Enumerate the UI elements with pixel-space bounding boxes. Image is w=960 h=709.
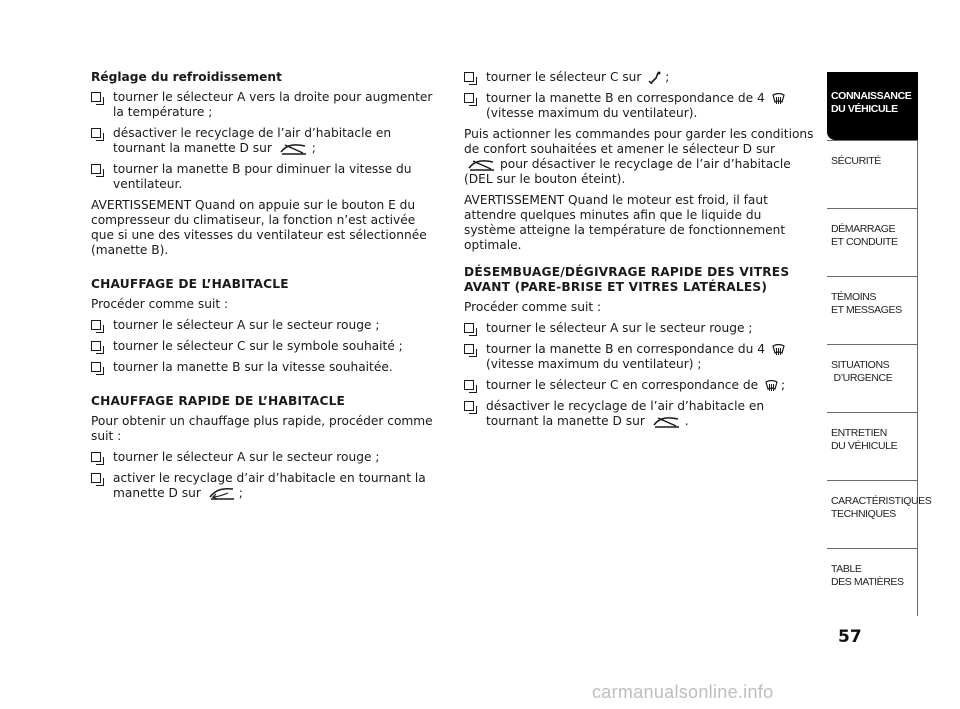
bullet-box-icon [464,401,474,411]
list-item: tourner le sélecteur C sur le symbole souhaité ; [91,339,441,354]
left-column [91,70,441,507]
bullet-box-icon [91,341,101,351]
bullet-box-icon [91,92,101,102]
tab-entretien-du-vehicule[interactable]: ENTRETIEN DU VÉHICULE [827,412,918,480]
defog-heading: DÉSEMBUAGE/DÉGIVRAGE RAPIDE DES VITRES AVANT (PARE-BRISE ET VITRES LATÉRALES) [464,265,790,294]
recirculation-off-icon [467,159,497,171]
settings-paragraph: Puis actionner les commandes pour garder les conditions de confort souhaitées et amener le sélecteur D sur pour désactiver le recyclage de l’air d’habitacle (DEL sur le bouton éteint). [464,127,814,186]
heating-heading: CHAUFFAGE DE L’HABITACLE [91,277,289,291]
cooling-warning: AVERTISSEMENT Quand on appuie sur le bouton E du compresseur du climatiseur, la fonction n’est activée que si une des vitesses du ventilateur est sélectionnée (manette B). [91,198,427,257]
list-item: tourner la manette B en correspondance de 4 (vitesse maximum du ventilateur). [464,91,814,121]
cooling-heading: Réglage du refroidissement [91,70,282,84]
tab-securite[interactable]: SÉCURITÉ [827,140,918,208]
bullet-box-icon [91,164,101,174]
chapter-sidebar [827,72,932,616]
defrost-icon [772,344,785,356]
quick-heating-heading: CHAUFFAGE RAPIDE DE L’HABITACLE [91,394,346,408]
feet-vent-icon [648,71,662,84]
list-item: tourner la manette B en correspondance du 4 (vitesse maximum du ventilateur) ; [464,342,814,372]
list-item: tourner le sélecteur A sur le secteur rouge ; [464,321,814,336]
recirculation-on-icon [208,487,236,500]
list-item: tourner la manette B sur la vitesse souhaitée. [91,360,441,375]
right-column [464,70,814,435]
tab-table-des-matieres[interactable]: TABLE DES MATIÈRES [827,548,918,616]
engine-warning: AVERTISSEMENT Quand le moteur est froid, il faut attendre quelques minutes afin que le liquide du système atteigne la température de fonctionnement optimale. [464,193,786,252]
tab-caracteristiques-techniques[interactable]: CARACTÉRISTIQUES TECHNIQUES [827,480,918,548]
list-item: désactiver le recyclage de l’air d’habitacle en tournant la manette D sur ; [91,126,441,156]
page-number: 57 [838,627,862,647]
bullet-box-icon [91,452,101,462]
bullet-box-icon [91,473,101,483]
recirculation-off-icon [652,416,682,428]
list-item: tourner le sélecteur A sur le secteur rouge ; [91,318,441,333]
list-item: désactiver le recyclage de l’air d’habitacle en tournant la manette D sur . [464,399,814,429]
heating-intro: Procéder comme suit : [91,297,229,311]
bullet-box-icon [91,128,101,138]
bullet-box-icon [464,380,474,390]
defrost-icon [765,380,778,392]
tab-temoins-et-messages[interactable]: TÉMOINS ET MESSAGES [827,276,918,344]
bullet-box-icon [464,93,474,103]
tab-situations-d-urgence[interactable]: SITUATIONS D’URGENCE [827,344,918,412]
list-item: tourner le sélecteur C en correspondance de ; [464,378,814,393]
bullet-box-icon [464,323,474,333]
bullet-box-icon [91,320,101,330]
tab-demarrage-et-conduite[interactable]: DÉMARRAGE ET CONDUITE [827,208,918,276]
bullet-box-icon [464,72,474,82]
list-item: tourner le sélecteur A sur le secteur rouge ; [91,450,441,465]
quick-heating-intro: Pour obtenir un chauffage plus rapide, procéder comme suit : [91,414,433,443]
list-item: tourner le sélecteur C sur ; [464,70,814,85]
defrost-icon [772,93,785,105]
list-item: tourner la manette B pour diminuer la vitesse du ventilateur. [91,162,441,192]
list-item: tourner le sélecteur A vers la droite pour augmenter la température ; [91,90,441,120]
recirculation-off-icon [279,143,309,155]
bullet-box-icon [464,344,474,354]
list-item: activer le recyclage d’air d’habitacle en tournant la manette D sur ; [91,471,441,501]
bullet-box-icon [91,362,101,372]
tab-connaissance-du-vehicule[interactable]: CONNAISSANCE DU VÉHICULE [827,72,918,140]
watermark: carmanualsonline.info [592,682,774,702]
defog-intro: Procéder comme suit : [464,300,602,314]
